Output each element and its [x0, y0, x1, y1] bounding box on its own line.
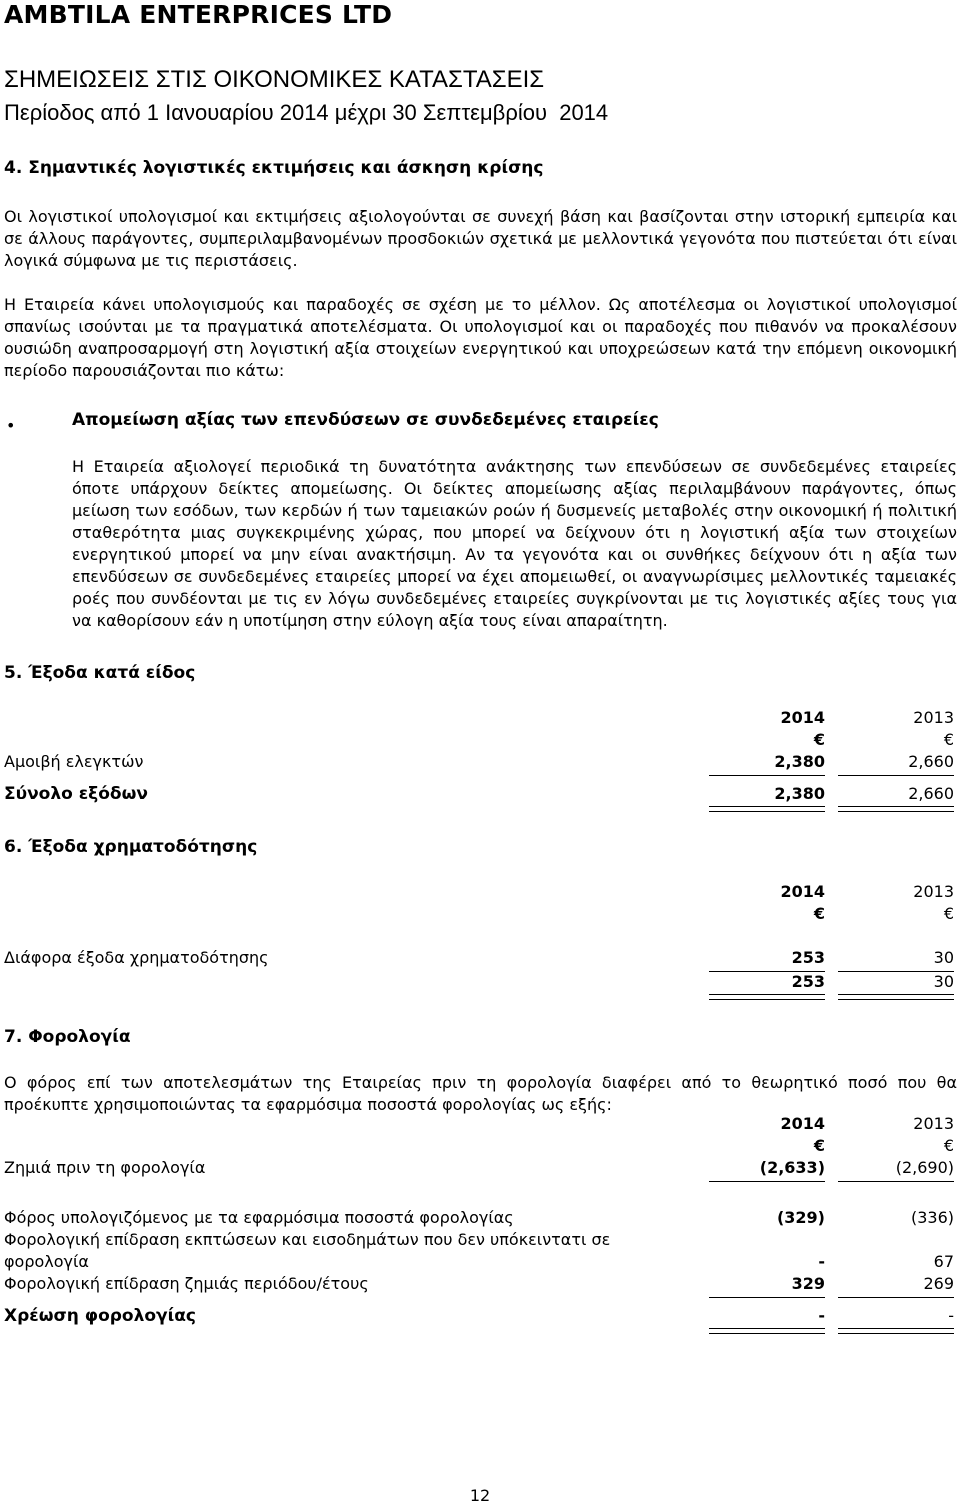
row-label: Ζημιά πριν τη φορολογία: [4, 1158, 206, 1177]
table-year-row: [4, 882, 957, 904]
row-current: 2,380: [774, 752, 825, 771]
row-current: (329): [776, 1208, 825, 1227]
section-4-heading: 4. Σημαντικές λογιστικές εκτιμήσεις και άσκηση κρίσης: [4, 158, 544, 178]
currency-prior: €: [943, 904, 954, 923]
table-row: [4, 1230, 957, 1252]
company-name: AMBTILA ENTERPRICES LTD: [4, 0, 393, 29]
row-current: -: [818, 1252, 825, 1271]
row-prior: 2,660: [908, 784, 954, 803]
double-underline: [838, 806, 954, 812]
currency-prior: €: [943, 1136, 954, 1155]
table-row: [4, 784, 957, 806]
currency-prior: €: [943, 730, 954, 749]
page-number: 12: [469, 1486, 491, 1505]
underline: [709, 775, 825, 776]
section-5-heading: 5. Έξοδα κατά είδος: [4, 663, 196, 683]
underline: [838, 1181, 954, 1182]
row-label: Χρέωση φορολογίας: [4, 1306, 196, 1326]
section-6-heading: 6. Έξοδα χρηματοδότησης: [4, 837, 258, 857]
currency-current: €: [813, 904, 825, 923]
underline: [709, 1181, 825, 1182]
underline: [838, 1297, 954, 1298]
row-current: 329: [791, 1274, 825, 1293]
double-underline: [709, 994, 825, 1000]
currency-current: €: [813, 1136, 825, 1155]
row-label: Διάφορα έξοδα χρηματοδότησης: [4, 948, 269, 967]
table-year-row: [4, 1114, 957, 1136]
year-current: 2014: [780, 882, 825, 901]
double-underline: [838, 994, 954, 1000]
underline: [838, 775, 954, 776]
section-7-intro: Ο φόρος επί των αποτελεσμάτων της Εταιρείας πριν τη φορολογία διαφέρει από το θεωρητικό ποσό που θα προέκυπτε χρησιμοποιώντας τα εφαρμόσιμα ποσοστά φορολογίας ως εξής:: [4, 1073, 957, 1114]
year-current: 2014: [780, 708, 825, 727]
row-current: 253: [791, 948, 825, 967]
impairment-subheading: Απομείωση αξίας των επενδύσεων σε συνδεδεμένες εταιρείες: [72, 410, 659, 430]
year-prior: 2013: [913, 882, 954, 901]
section-7-heading: 7. Φορολογία: [4, 1027, 131, 1047]
double-underline: [709, 806, 825, 812]
row-prior: (336): [910, 1208, 954, 1227]
year-prior: 2013: [913, 708, 954, 727]
impairment-paragraph: Η Εταιρεία αξιολογεί περιοδικά τη δυνατότητα ανάκτησης των επενδύσεων σε συνδεδεμένες εταιρείες όποτε υπάρχουν δείκτες απομείωσης. Οι δείκτες απομείωσης αξίας περιλαμβάνουν παράγοντες, όπως μείωση των εσόδων, των κερδών ή των ταμειακών ροών ή δυσμενείς μεταβολές στην οικονομική ή πολιτική σταθερότητα μιας συγκεκριμένης χώρας, που μπορεί να δείχνουν ότι η λογιστική αξία των στοιχείων ενεργητικού μπορεί να μην είναι ανακτήσιμη. Αν τα γεγονότα και οι συνθήκες δείχνουν ότι η αξία των επενδύσεων σε συνδεδεμένες εταιρείες μπορεί να έχει απομειωθεί, οι αναγνωρίσιμες μελλοντικές ταμειακές ροές που συνδέονται με τις εν λόγω συνδεδεμένες εταιρείες συγκρίνονται με τις λογιστικές αξίες τους για να καθορίσουν εάν η υποτίμηση στην εύλογη αξία τους είναι απαραίτητη.: [72, 457, 957, 630]
row-current: 253: [791, 972, 825, 991]
row-label: Αμοιβή ελεγκτών: [4, 752, 144, 771]
section-4-paragraph-1: Οι λογιστικοί υπολογισμοί και εκτιμήσεις αξιολογούνται σε συνεχή βάση και βασίζονται στην ιστορική εμπειρία και σε άλλους παράγοντες, συμπεριλαμβανομένων προσδοκιών σχετικά με μελλοντικά γεγονότα που πιστεύεται ότι είναι λογικά σύμφωνα με τις περιστάσεις.: [4, 207, 957, 270]
row-current: 2,380: [774, 784, 825, 803]
table-row: [4, 972, 957, 994]
row-prior: 30: [933, 948, 954, 967]
row-prior: -: [948, 1306, 954, 1325]
row-current: -: [818, 1306, 825, 1325]
row-label: Φορολογική επίδραση εκπτώσεων και εισοδημάτων που δεν υπόκειντατι σε: [4, 1230, 611, 1249]
period-subtitle: Περίοδος από 1 Ιανουαρίου 2014 μέχρι 30 Σεπτεμβρίου 2014: [4, 100, 609, 125]
table-row: [4, 1252, 957, 1274]
table-currency-row: [4, 730, 957, 752]
table-row: [4, 1306, 957, 1328]
row-prior: 30: [933, 972, 954, 991]
row-current: (2,633): [759, 1158, 825, 1177]
document-title: ΣΗΜΕΙΩΣΕΙΣ ΣΤΙΣ ΟΙΚΟΝΟΜΙΚΕΣ ΚΑΤΑΣΤΑΣΕΙΣ: [4, 66, 545, 93]
row-prior: (2,690): [895, 1158, 954, 1177]
section-4-paragraph-2: Η Εταιρεία κάνει υπολογισμούς και παραδοχές σε σχέση με το μέλλον. Ως αποτέλεσμα οι λογιστικοί υπολογισμοί σπανίως ισούνται με τα πραγματικά αποτελέσματα. Οι υπολογισμοί και οι παραδοχές που πιθανόν να προκαλέσουν ουσιώδη αναπροσαρμογή στη λογιστική αξία στοιχείων ενεργητικού και υποχρεώσεων κατά την επόμενη οικονομική περίοδο παρουσιάζονται πιο κάτω:: [4, 295, 957, 380]
table-row: [4, 752, 957, 774]
row-label: Φορολογική επίδραση ζημιάς περιόδου/έτους: [4, 1274, 369, 1293]
year-current: 2014: [780, 1114, 825, 1133]
table-year-row: [4, 708, 957, 730]
row-label: Φόρος υπολογιζόμενος με τα εφαρμόσιμα ποσοστά φορολογίας: [4, 1208, 514, 1227]
double-underline: [838, 1328, 954, 1334]
row-label: Σύνολο εξόδων: [4, 784, 148, 804]
row-prior: 2,660: [908, 752, 954, 771]
row-prior: 269: [923, 1274, 954, 1293]
table-currency-row: [4, 1136, 957, 1158]
table-currency-row: [4, 904, 957, 926]
bullet-icon: •: [6, 416, 16, 435]
table-row: [4, 1274, 957, 1296]
table-row: [4, 948, 957, 970]
table-row: [4, 1208, 957, 1230]
double-underline: [709, 1328, 825, 1334]
table-row: [4, 1158, 957, 1180]
underline: [709, 1297, 825, 1298]
row-prior: 67: [933, 1252, 954, 1271]
year-prior: 2013: [913, 1114, 954, 1133]
currency-current: €: [813, 730, 825, 749]
row-label: φορολογία: [4, 1252, 89, 1271]
